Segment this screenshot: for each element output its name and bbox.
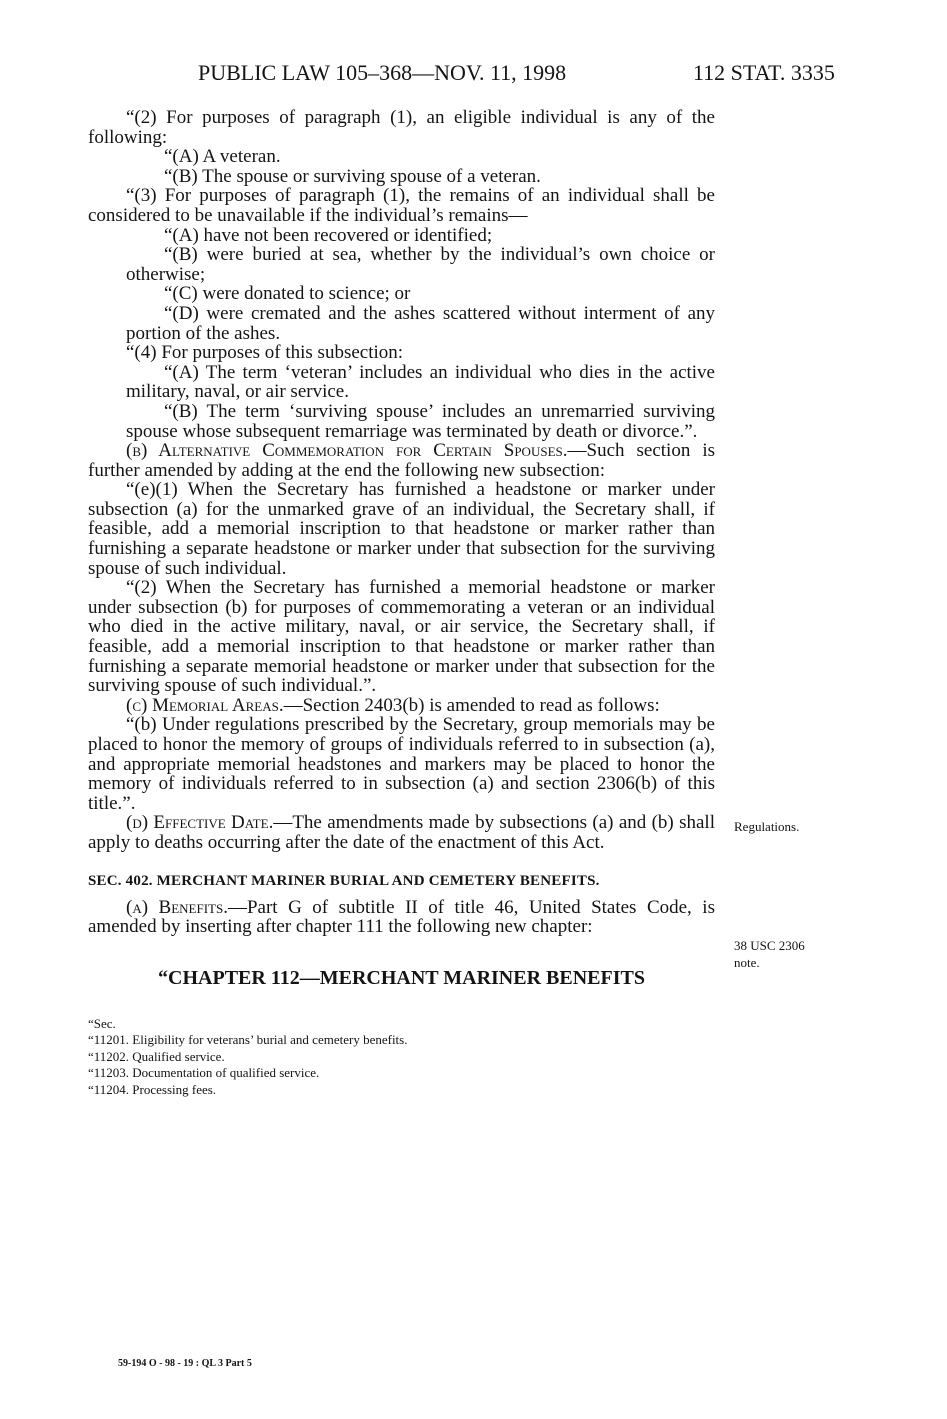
toc-entry: “11202. Qualified service. <box>88 1048 225 1064</box>
subsection-heading: (a) Benefits.— <box>126 896 247 918</box>
paragraph <box>88 363 715 402</box>
toc-entry: “11203. Documentation of qualified service. <box>88 1065 320 1081</box>
toc-entry: “11204. Processing fees. <box>88 1081 217 1097</box>
margin-note-usc-line1: 38 USC 2306 <box>734 938 805 953</box>
paragraph <box>88 284 715 304</box>
paragraph-text: “(C) were donated to science; or <box>164 283 411 305</box>
paragraph <box>88 186 715 225</box>
table-of-contents <box>88 1016 715 1099</box>
subsection-heading: (b) Alternative Commemoration for Certain Spouses.— <box>126 440 587 462</box>
paragraph <box>88 578 715 696</box>
margin-note-regulations: Regulations. <box>734 819 800 834</box>
margin-note-usc <box>734 937 805 971</box>
paragraph-text: “(B) The term ‘surviving spouse’ includes an unremarried surviving spouse whose subsequent remarriage was terminated by death or divorce.”. <box>126 400 715 442</box>
section-heading: SEC. 402. MERCHANT MARINER BURIAL AND CEMETERY BENEFITS. <box>88 872 600 889</box>
paragraph-text: “(b) Under regulations prescribed by the Secretary, group memorials may be placed to honor the memory of groups of individuals referred to in subsection (a), and appropriate memorial headstones and markers may be placed to honor the memory of individuals referred to in subsection (a) and section 2306(b) of this title.”. <box>88 714 715 814</box>
paragraph-text: “(4) For purposes of this subsection: <box>126 342 404 364</box>
paragraph <box>88 343 715 363</box>
paragraph-text: “(B) were buried at sea, whether by the individual’s own choice or otherwise; <box>126 244 715 285</box>
page-stat-number: 112 STAT. 3335 <box>693 60 835 85</box>
paragraph-text: The amendments made by subsections (a) and (b) shall apply to deaths occurring after the date of the enactment of this Act. <box>88 812 715 853</box>
paragraph-text: “(e)(1) When the Secretary has furnished a headstone or marker under subsection (a) for the unmarked grave of an individual, the Secretary shall, if feasible, add a memorial inscription to that headstone or marker rather than furnishing a separate headstone or marker under that subsection for the surviving spouse of such individual. <box>88 479 715 579</box>
paragraph <box>88 147 715 167</box>
paragraph <box>88 304 715 343</box>
paragraph <box>88 480 715 578</box>
paragraph <box>88 245 715 284</box>
paragraph-text: “(3) For purposes of paragraph (1), the remains of an individual shall be considered to be unavailable if the individual’s remains— <box>88 185 715 226</box>
print-footer: 59-194 O - 98 - 19 : QL 3 Part 5 <box>118 1358 252 1369</box>
subsection-heading: (c) Memorial Areas.— <box>126 694 303 716</box>
statute-body <box>88 108 715 1098</box>
chapter-title: “CHAPTER 112—MERCHANT MARINER BENEFITS <box>158 966 645 989</box>
margin-note-usc-line2: note. <box>734 955 760 970</box>
paragraph-text: Section 2403(b) is amended to read as follows: <box>302 694 660 716</box>
paragraph-text: “(D) were cremated and the ashes scattered without interment of any portion of the ashes. <box>126 302 715 344</box>
paragraph-text: “(A) have not been recovered or identified; <box>164 224 493 246</box>
toc-entry: “Sec. <box>88 1015 116 1031</box>
paragraph <box>88 167 715 187</box>
paragraph-text: “(2) For purposes of paragraph (1), an eligible individual is any of the following: <box>88 107 715 148</box>
paragraph <box>88 108 715 147</box>
running-header-left: PUBLIC LAW 105–368—NOV. 11, 1998 <box>198 60 567 85</box>
paragraph <box>88 402 715 441</box>
paragraph <box>88 696 715 716</box>
section-paragraph <box>88 898 715 937</box>
paragraph <box>88 226 715 246</box>
paragraph-text: Part G of subtitle II of title 46, United States Code, is amended by inserting after chapter 111 the following new chapter: <box>88 896 715 938</box>
toc-entry: “11201. Eligibility for veterans’ burial and cemetery benefits. <box>88 1032 408 1048</box>
paragraph-text: “(A) A veteran. <box>164 146 281 168</box>
subsection-heading: (d) Effective Date.— <box>126 812 293 834</box>
paragraph-text: “(2) When the Secretary has furnished a memorial headstone or marker under subsection (b) for purposes of commemorating a veteran or an individual who died in the active military, naval, or air service, the Secretary shall, if feasible, add a memorial inscription to that headstone or marker rather than furnishing a separate memorial headstone or marker under that subsection for the surviving spouse of such individual.”. <box>88 577 715 697</box>
paragraph-text: “(B) The spouse or surviving spouse of a veteran. <box>164 165 541 187</box>
paragraph <box>88 715 715 813</box>
paragraph <box>88 441 715 480</box>
paragraph-text: “(A) The term ‘veteran’ includes an individual who dies in the active military, naval, or air service. <box>126 361 715 403</box>
paragraph <box>88 813 715 852</box>
paragraph-text: Such section is further amended by adding at the end the following new subsection: <box>88 440 715 481</box>
paragraph-list <box>88 108 715 853</box>
